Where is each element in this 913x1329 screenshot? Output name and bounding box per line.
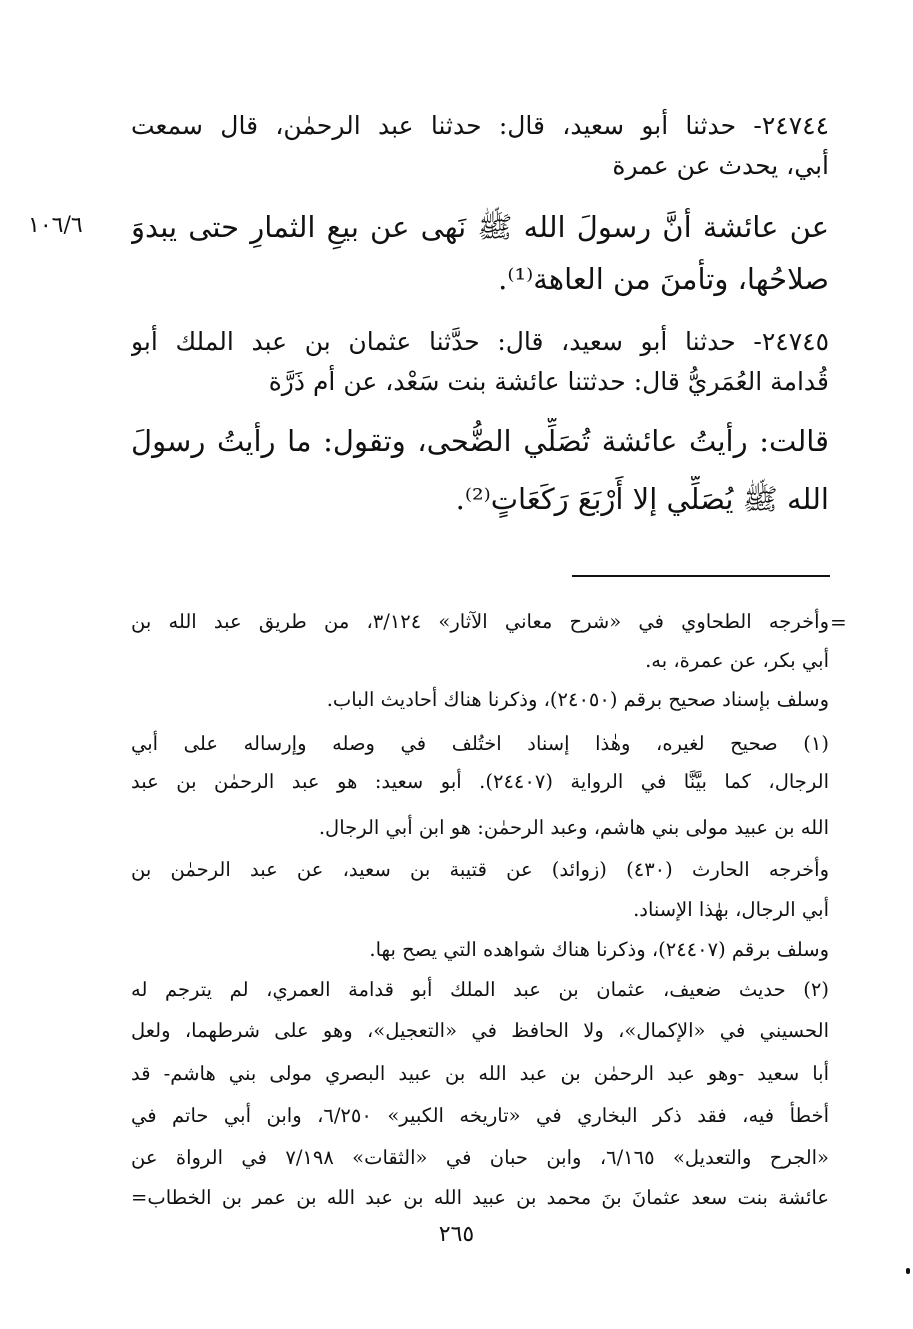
hadith-24745-line-2: قُدامة العُمَريُّ قال: حدثتنا عائشة بنت سَعْد، عن أم ذَرَّة	[268, 367, 829, 396]
footnote-line: «الجرح والتعديل» ٦/١٦٥، وابن حبان في «الثقات» ٧/١٩٨ في الرواة عن	[131, 1146, 829, 1169]
footnote-line: وسلف برقم (٢٤٤٠٧)، وذكرنا هناك شواهده التي يصح بها.	[369, 938, 829, 961]
matn-24744-line-1: عن عائشة أنَّ رسولَ الله ﷺ نَهى عن بيعِ الثمارِ حتى يبدوَ	[131, 210, 829, 244]
footnote-line: وسلف بإسناد صحيح برقم (٢٤٠٥٠)، وذكرنا هناك أحاديث الباب.	[326, 688, 829, 711]
matn-24744-line-2: صلاحُها، وتأمنَ من العاهة⁽¹⁾.	[498, 262, 829, 296]
scan-speck	[906, 1268, 910, 1274]
footnote-line: (٢) حديث ضعيف، عثمان بن عبد الملك أبو قدامة العمري، لم يترجم له	[131, 978, 829, 1001]
footnote-line: وأخرجه الطحاوي في «شرح معاني الآثار» ٣/١٢٤، من طريق عبد الله بن	[131, 610, 829, 633]
footnote-line: (١) صحيح لغيره، وهٰذا إسناد اختُلف في وصله وإرساله على أبي	[131, 732, 829, 755]
footnote-line: أبي بكر، عن عمرة، به.	[645, 649, 829, 672]
matn-24745-line-1: قالت: رأيتُ عائشة تُصَلِّي الضُّحى، وتقول: ما رأيتُ رسولَ	[131, 424, 829, 458]
footnote-line: الرجال، كما بيَّنَّا في الرواية (٢٤٤٠٧). أبو سعيد: هو عبد الرحمٰن بن عبد	[131, 770, 829, 793]
matn-24745-line-2: الله ﷺ يُصَلِّي إلا أَرْبَعَ رَكَعَاتٍ⁽²⁾.	[455, 482, 829, 516]
hadith-24744-line-1: ٢٤٧٤٤- حدثنا أبو سعيد، قال: حدثنا عبد الرحمٰن، قال سمعت	[131, 111, 829, 140]
continuation-mark: =	[830, 610, 847, 634]
margin-volume-page-reference: ١٠٦/٦	[28, 213, 83, 238]
footnote-line: الحسيني في «الإكمال»، ولا الحافظ في «التعجيل»، وهو على شرطهما، ولعل	[131, 1019, 829, 1042]
footnote-line: وأخرجه الحارث (٤٣٠) (زوائد) عن قتيبة بن سعيد، عن عبد الرحمٰن بن	[131, 858, 829, 881]
page-number: ٢٦٥	[438, 1222, 475, 1247]
footnote-line: أخطأ فيه، فقد ذكر البخاري في «تاريخه الكبير» ٦/٢٥٠، وابن أبي حاتم في	[131, 1104, 829, 1127]
footnote-line: أبي الرجال، بهٰذا الإسناد.	[633, 898, 829, 921]
footnote-line: الله بن عبيد مولى بني هاشم، وعبد الرحمٰن: هو ابن أبي الرجال.	[318, 816, 829, 839]
footnote-line: أبا سعيد -وهو عبد الرحمٰن بن عبد الله بن عبيد البصري مولى بني هاشم- قد	[131, 1062, 829, 1085]
footnote-line: عائشة بنت سعد عثمانَ بنَ محمد بن عبيد الله بن عبد الله بن عمر بن الخطاب=	[131, 1186, 829, 1209]
hadith-24744-line-2: أبي، يحدث عن عمرة	[612, 151, 829, 180]
footnote-separator-rule	[572, 575, 830, 577]
hadith-24745-line-1: ٢٤٧٤٥- حدثنا أبو سعيد، قال: حدَّثنا عثمان بن عبد الملك أبو	[131, 327, 829, 356]
